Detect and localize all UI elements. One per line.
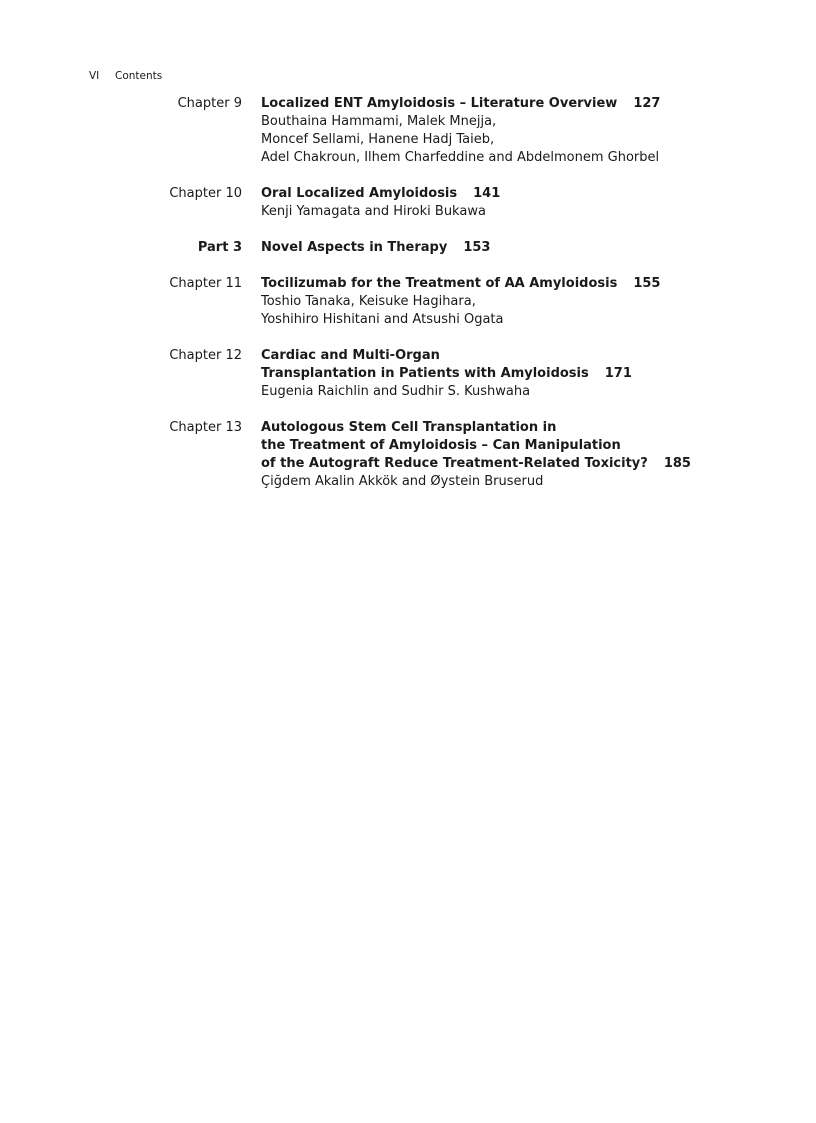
entry-body [261,239,761,257]
page-number: 127 [633,96,661,111]
entry-title [261,419,761,473]
title-line [261,185,761,203]
entry-title [261,347,761,383]
title-text: Localized ENT Amyloidosis – Literature Overview [261,96,618,111]
entry-body [261,275,761,329]
title-line [261,275,761,293]
entry-authors [261,383,761,401]
author-line: Çiğdem Akalin Akkök and Øystein Bruserud [261,474,544,489]
title-text: Autologous Stem Cell Transplantation in [261,420,557,435]
chapter-label: Chapter 11 [169,276,242,291]
title-text: Tocilizumab for the Treatment of AA Amyloidosis [261,276,618,291]
entry-body [261,185,761,221]
entry-title [261,95,761,113]
author-line: Yoshihiro Hishitani and Atsushi Ogata [261,312,504,327]
page-number: 185 [663,456,691,471]
entry-authors [261,113,761,167]
chapter-label: Chapter 13 [169,420,242,435]
running-head [89,69,162,83]
author-line: Adel Chakroun, Ilhem Charfeddine and Abdelmonem Ghorbel [261,150,660,165]
chapter-label: Chapter 12 [169,348,242,363]
chapter-entry [0,275,816,329]
chapter-entry [0,185,816,221]
entry-title [261,185,761,203]
title-text: Oral Localized Amyloidosis [261,186,458,201]
entry-title [261,239,761,257]
entry-body [261,419,761,491]
page-folio: VI [89,70,100,82]
author-line: Eugenia Raichlin and Sudhir S. Kushwaha [261,384,531,399]
entry-title [261,275,761,293]
title-text: Novel Aspects in Therapy [261,240,448,255]
page-number: 141 [473,186,501,201]
entry-body [261,347,761,401]
title-line [261,365,761,383]
author-line: Moncef Sellami, Hanene Hadj Taieb, [261,132,495,147]
chapter-entry [0,347,816,401]
entry-authors [261,203,761,221]
title-line [261,437,761,455]
chapter-entry [0,419,816,491]
part-entry [0,239,816,257]
title-text: the Treatment of Amyloidosis – Can Manipulation [261,438,621,453]
title-line [261,455,761,473]
title-line [261,419,761,437]
part-label: Part 3 [197,240,242,255]
author-line: Kenji Yamagata and Hiroki Bukawa [261,204,486,219]
title-text: of the Autograft Reduce Treatment-Related Toxicity? [261,456,648,471]
author-line: Bouthaina Hammami, Malek Mnejja, [261,114,497,129]
title-text: Cardiac and Multi-Organ [261,348,440,363]
entry-body [261,95,761,167]
entry-authors [261,473,761,491]
table-of-contents [0,95,816,509]
title-text: Transplantation in Patients with Amyloidosis [261,366,589,381]
author-line: Toshio Tanaka, Keisuke Hagihara, [261,294,476,309]
title-line [261,347,761,365]
page-number: 153 [463,240,491,255]
page-number: 171 [604,366,632,381]
chapter-entry [0,95,816,167]
chapter-label: Chapter 9 [177,96,242,111]
title-line [261,239,761,257]
title-line [261,95,761,113]
section-title: Contents [115,70,163,82]
chapter-label: Chapter 10 [169,186,242,201]
page-number: 155 [633,276,661,291]
entry-authors [261,293,761,329]
